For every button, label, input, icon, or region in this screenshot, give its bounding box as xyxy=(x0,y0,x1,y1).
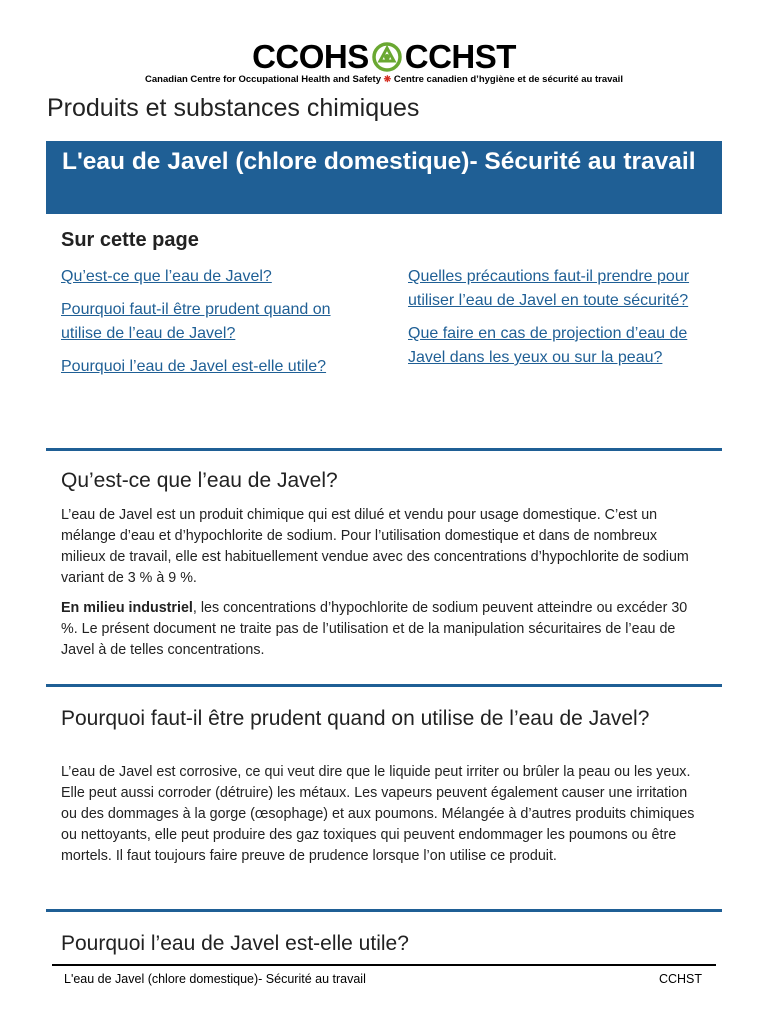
section-title-why-useful: Pourquoi l’eau de Javel est-elle utile? xyxy=(61,932,409,955)
section-body-what-is-bleach xyxy=(61,505,701,670)
toc-link-why-careful[interactable]: Pourquoi faut-il être prudent quand on utilise de l’eau de Javel? xyxy=(61,301,331,342)
category-heading: Produits et substances chimiques xyxy=(47,94,420,122)
section-title-what-is-bleach: Qu’est-ce que l’eau de Javel? xyxy=(61,469,338,492)
section-divider xyxy=(46,684,722,687)
paragraph: L’eau de Javel est corrosive, ce qui veut dire que le liquide peut irriter ou brûler la peau ou les yeux. Elle peut aussi corroder (détruire) les métaux. Les vapeurs peuvent également causer une irritation ou des dommages à la gorge (œsophage) et aux poumons. Mélangée à d’autres produits chimiques ou nettoyants, elle peut produire des gaz toxiques qui peuvent endommager les poumons ou être mortels. Il faut toujours faire preuve de prudence lorsque l’on utilise ce produit. xyxy=(61,764,695,864)
page-title: L'eau de Javel (chlore domestique)- Sécurité au travail xyxy=(62,148,696,175)
toc-heading: Sur cette page xyxy=(61,229,199,251)
maple-leaf-icon: ❋ xyxy=(383,74,392,84)
section-title-why-careful: Pourquoi faut-il être prudent quand on utilise de l’eau de Javel? xyxy=(61,707,650,730)
section-divider xyxy=(46,448,722,451)
toc-link-what-is-bleach[interactable]: Qu’est-ce que l’eau de Javel? xyxy=(61,268,272,285)
toc-link-precautions[interactable]: Quelles précautions faut-il prendre pour utiliser l’eau de Javel en toute sécurité? xyxy=(408,268,690,309)
paragraph-text: , les concentrations d’hypochlorite de sodium peuvent atteindre ou excéder 30 %. Le présent document ne traite pas de l’utilisation et de la manipulation sécuritaires de l’eau de Javel à de telles concentrations. xyxy=(61,600,688,658)
toc-link-why-useful[interactable]: Pourquoi l’eau de Javel est-elle utile? xyxy=(61,358,327,375)
logo-subtitle-en: Canadian Centre for Occupational Health and Safety xyxy=(145,74,381,85)
toc-left-column xyxy=(61,265,371,388)
paragraph xyxy=(61,598,701,661)
footer-rule xyxy=(52,964,716,966)
logo-text-cchst: CCHST xyxy=(404,38,516,75)
paragraph: L’eau de Javel est un produit chimique qui est dilué et vendu pour usage domestique. C’est un mélange d’eau et d’hypochlorite de sodium. Pour l’utilisation domestique et dans de nombreux milieux de travail, elle est habituellement vendue avec des concentrations d’hypochlorite de sodium variant de 3 % à 9 %. xyxy=(61,507,689,586)
section-body-why-careful xyxy=(61,762,701,876)
section-divider xyxy=(46,909,722,912)
bold-phrase: En milieu industriel xyxy=(61,600,193,616)
footer-organization: CCHST xyxy=(658,972,702,986)
site-logo[interactable] xyxy=(0,40,768,85)
logo-emblem-icon xyxy=(372,42,402,72)
title-banner xyxy=(46,141,722,214)
logo-text-ccohs: CCOHS xyxy=(252,38,369,75)
footer-document-title: L'eau de Javel (chlore domestique)- Sécurité au travail xyxy=(64,972,366,986)
toc-right-column xyxy=(408,265,718,379)
toc-link-splash-first-aid[interactable]: Que faire en cas de projection d’eau de Javel dans les yeux ou sur la peau? xyxy=(408,325,688,366)
logo-subtitle xyxy=(0,74,768,85)
logo-subtitle-fr: Centre canadien d’hygiène et de sécurité au travail xyxy=(393,74,623,85)
